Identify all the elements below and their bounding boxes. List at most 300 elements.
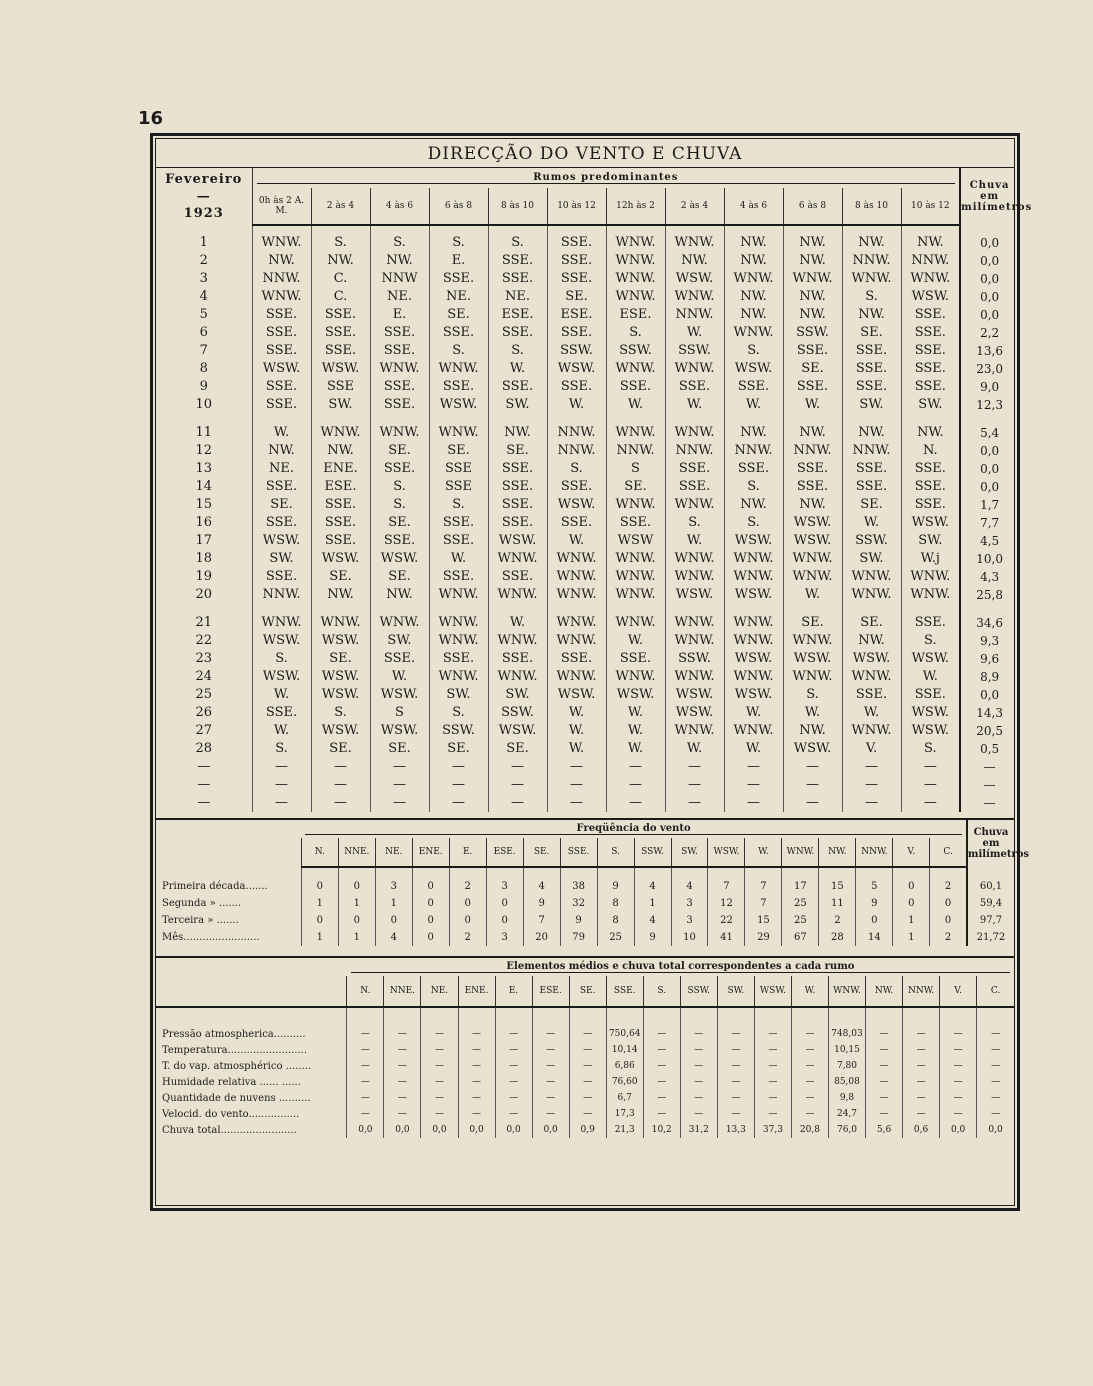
gap-cell [901, 604, 960, 614]
direction-cell: SSE. [488, 650, 547, 668]
element-cell: — [643, 1106, 680, 1122]
frequency-column-header: WSW. [708, 838, 745, 867]
direction-cell: SSE. [370, 378, 429, 396]
table-row [156, 270, 1018, 288]
rain-cell: 14,3 [960, 704, 1018, 722]
gap-cell [901, 414, 960, 424]
element-cell: — [866, 1090, 903, 1106]
direction-cell: WSW. [665, 270, 724, 288]
direction-cell: SSE. [252, 396, 311, 414]
frequency-column-header: NW. [819, 838, 856, 867]
empty-row [156, 758, 1018, 776]
direction-cell: WSW. [547, 360, 606, 378]
frequency-cell: 25 [597, 929, 634, 946]
row-label: Quantidade de nuvens .......... [162, 1092, 311, 1104]
gap-cell [370, 604, 429, 614]
dash-cell: — [547, 776, 606, 794]
spacer-cell [724, 225, 783, 234]
frequency-cell: 5 [856, 878, 893, 895]
row-label: Pressão atmospherica.......... [162, 1028, 306, 1040]
frequency-cell: 7 [708, 878, 745, 895]
direction-cell: WSW. [252, 532, 311, 550]
direction-cell: WSW. [724, 686, 783, 704]
direction-cell: SSE. [901, 496, 960, 514]
direction-cell: S [606, 460, 665, 478]
frequency-cell: 3 [486, 878, 523, 895]
direction-cell: S. [488, 234, 547, 252]
direction-cell: WSW. [783, 650, 842, 668]
spacer-cell [495, 1007, 532, 1026]
elements-column-header: WSW. [754, 976, 791, 1007]
gap-cell [547, 604, 606, 614]
spacer-cell [421, 1007, 458, 1026]
element-cell: — [754, 1090, 791, 1106]
table-row [156, 1058, 1014, 1074]
direction-cell: WNW. [783, 568, 842, 586]
rain-cell: 8,9 [960, 668, 1018, 686]
direction-cell: NW. [724, 306, 783, 324]
elements-group-label: Elementos médios e chuva total correspondentes a cada rumo [506, 961, 855, 972]
direction-cell: SSE. [311, 342, 370, 360]
table-row [156, 478, 1018, 496]
direction-cell: W.j [901, 550, 960, 568]
direction-cell: NW. [724, 424, 783, 442]
direction-cell: SSE [429, 478, 488, 496]
frequency-cell: 0 [893, 895, 930, 912]
direction-cell: WSW. [665, 704, 724, 722]
spacer-row [156, 1007, 1014, 1026]
day-cell: 18 [195, 551, 213, 566]
element-cell: 0,6 [903, 1122, 940, 1138]
elements-column-header: WNW. [828, 976, 865, 1007]
element-cell: — [791, 1074, 828, 1090]
page-number: 16 [138, 108, 164, 129]
decade-gap-row [156, 604, 1018, 614]
element-cell: — [532, 1074, 569, 1090]
direction-cell: WNW. [665, 424, 724, 442]
frequency-cell: 1 [301, 929, 338, 946]
direction-cell: SSE. [252, 514, 311, 532]
frequency-column-header: SE. [523, 838, 560, 867]
direction-cell: SSE. [370, 342, 429, 360]
table-row [156, 740, 1018, 758]
direction-cell: NW. [783, 306, 842, 324]
rain-cell: 21,72 [967, 929, 1014, 946]
frequency-cell: 3 [486, 929, 523, 946]
gap-cell [547, 414, 606, 424]
dash-cell: — [783, 794, 842, 812]
direction-cell: WNW. [252, 288, 311, 306]
frequency-cell: 1 [893, 912, 930, 929]
rain-cell: 97,7 [967, 912, 1014, 929]
element-cell: — [347, 1026, 384, 1042]
day-cell: 24 [195, 669, 213, 684]
direction-cell: SSE. [429, 514, 488, 532]
rain-cell: 7,7 [960, 514, 1018, 532]
spacer-cell [754, 1007, 791, 1026]
element-cell: — [903, 1042, 940, 1058]
direction-cell: SSE. [311, 324, 370, 342]
day-cell: 6 [199, 325, 208, 340]
direction-cell: WNW. [606, 360, 665, 378]
frequency-cell: 0 [486, 912, 523, 929]
element-cell: 6,7 [606, 1090, 643, 1106]
elements-column-header: C. [977, 976, 1014, 1007]
gap-cell [252, 414, 311, 424]
hour-header: 8 às 10 [488, 188, 547, 225]
frequency-table-body [156, 867, 1014, 946]
direction-cell: S. [370, 478, 429, 496]
day-cell: 26 [195, 705, 213, 720]
direction-cell: SSE. [901, 306, 960, 324]
direction-cell: WSW. [311, 632, 370, 650]
element-cell: — [866, 1042, 903, 1058]
element-cell: — [717, 1026, 754, 1042]
direction-cell: WNW. [429, 632, 488, 650]
spacer-cell [708, 867, 745, 878]
frequency-cell: 4 [634, 912, 671, 929]
direction-cell: WNW. [724, 614, 783, 632]
hour-header: 10 às 12 [901, 188, 960, 225]
direction-cell: W. [547, 532, 606, 550]
element-cell: — [532, 1058, 569, 1074]
frequency-cell: 2 [819, 912, 856, 929]
element-cell: 7,80 [828, 1058, 865, 1074]
direction-cell: NW. [724, 252, 783, 270]
direction-cell: S. [429, 342, 488, 360]
direction-cell: SSE. [606, 514, 665, 532]
direction-cell: SSE. [724, 460, 783, 478]
day-cell: 14 [195, 479, 213, 494]
wind-direction-table [156, 168, 1033, 812]
element-cell: 10,2 [643, 1122, 680, 1138]
direction-cell: SSE. [783, 478, 842, 496]
direction-cell: SSE. [252, 342, 311, 360]
direction-cell: S. [252, 650, 311, 668]
direction-cell: WSW. [252, 632, 311, 650]
spacer-cell [606, 225, 665, 234]
frequency-column-header: N. [301, 838, 338, 867]
direction-cell: NW. [724, 288, 783, 306]
direction-cell: SSE. [488, 252, 547, 270]
row-label: Humidade relativa ...... ...... [162, 1076, 301, 1088]
frequency-column-header: ESE. [486, 838, 523, 867]
element-cell: — [977, 1026, 1014, 1042]
element-cell: — [717, 1074, 754, 1090]
direction-cell: SSE. [488, 514, 547, 532]
element-cell: — [977, 1106, 1014, 1122]
hour-header: 2 às 4 [665, 188, 724, 225]
element-cell: — [903, 1058, 940, 1074]
dash-cell: — [724, 758, 783, 776]
frequency-cell: 0 [449, 895, 486, 912]
element-cell: — [458, 1026, 495, 1042]
table-row [156, 1074, 1014, 1090]
element-cell: — [347, 1090, 384, 1106]
direction-cell: S. [370, 234, 429, 252]
direction-cell: V. [842, 740, 901, 758]
dash-cell: — [724, 794, 783, 812]
spacer-cell [597, 867, 634, 878]
direction-cell: S. [665, 514, 724, 532]
direction-cell: W. [665, 740, 724, 758]
element-cell: — [680, 1090, 717, 1106]
direction-cell: S. [724, 342, 783, 360]
element-cell: — [384, 1106, 421, 1122]
direction-cell: W. [252, 686, 311, 704]
direction-cell: WNW. [606, 234, 665, 252]
hour-header: 6 às 8 [429, 188, 488, 225]
element-cell: — [754, 1058, 791, 1074]
direction-cell: NNW [370, 270, 429, 288]
rain-cell: 1,7 [960, 496, 1018, 514]
spacer-cell [375, 867, 412, 878]
direction-cell: NW. [842, 306, 901, 324]
direction-cell: SSE. [547, 270, 606, 288]
day-cell: 16 [195, 515, 213, 530]
direction-cell: SE. [488, 442, 547, 460]
day-cell: 17 [195, 533, 213, 548]
element-cell: — [940, 1058, 977, 1074]
element-cell: — [532, 1042, 569, 1058]
table-row [156, 895, 1014, 912]
dash-cell: — [311, 758, 370, 776]
day-cell: 22 [195, 633, 213, 648]
element-cell: 750,64 [606, 1026, 643, 1042]
dash-cell: — [960, 776, 1018, 794]
hour-header-row [156, 188, 1018, 225]
element-cell: — [495, 1026, 532, 1042]
dash-cell: — [783, 776, 842, 794]
dash-cell: — [370, 794, 429, 812]
rain-cell: 59,4 [967, 895, 1014, 912]
direction-cell: WSW. [370, 722, 429, 740]
element-cell: — [532, 1026, 569, 1042]
direction-cell: NW. [370, 586, 429, 604]
table-row [156, 650, 1018, 668]
direction-cell: W. [842, 514, 901, 532]
spacer-cell [745, 867, 782, 878]
element-cell: 0,9 [569, 1122, 606, 1138]
table-row [156, 1122, 1014, 1138]
direction-cell: W. [252, 722, 311, 740]
element-cell: 0,0 [495, 1122, 532, 1138]
dash-cell: — [606, 794, 665, 812]
rain-cell: 0,0 [960, 460, 1018, 478]
direction-cell: SSE. [252, 378, 311, 396]
direction-cell: SSE. [901, 342, 960, 360]
direction-cell: NW. [311, 252, 370, 270]
direction-cell: SE. [842, 614, 901, 632]
direction-cell: S. [606, 324, 665, 342]
table-row [156, 722, 1018, 740]
year-label: 1923 [183, 206, 224, 221]
rain-cell: 5,4 [960, 424, 1018, 442]
direction-cell: SSE. [606, 378, 665, 396]
spacer-cell [903, 1007, 940, 1026]
spacer-cell [488, 225, 547, 234]
direction-cell: SE. [429, 306, 488, 324]
direction-cell: WNW. [842, 722, 901, 740]
frequency-cell: 0 [930, 895, 967, 912]
spacer-cell [977, 1007, 1014, 1026]
day-cell: 15 [195, 497, 213, 512]
day-cell: 19 [195, 569, 213, 584]
direction-cell: WNW. [665, 632, 724, 650]
rain-cell: 4,3 [960, 568, 1018, 586]
direction-cell: WSW. [252, 360, 311, 378]
elements-column-header: ENE. [458, 976, 495, 1007]
elements-column-header: SE. [569, 976, 606, 1007]
direction-cell: NNW. [665, 306, 724, 324]
day-cell: 28 [195, 741, 213, 756]
frequency-cell: 0 [338, 912, 375, 929]
element-cell: 0,0 [421, 1122, 458, 1138]
direction-cell: WNW. [665, 234, 724, 252]
row-label: Terceira » ....... [162, 915, 239, 926]
element-cell: — [569, 1058, 606, 1074]
spacer-cell [429, 225, 488, 234]
frequency-cell: 1 [375, 895, 412, 912]
direction-cell: SSE. [370, 396, 429, 414]
elements-column-header: ESE. [532, 976, 569, 1007]
day-cell: 9 [199, 379, 208, 394]
element-cell: — [569, 1090, 606, 1106]
direction-cell: WSW. [901, 514, 960, 532]
direction-cell: WSW. [842, 650, 901, 668]
direction-cell: C. [311, 270, 370, 288]
table-frame [150, 133, 1033, 1211]
direction-cell: NW. [783, 424, 842, 442]
frequency-cell: 20 [523, 929, 560, 946]
gap-cell [606, 414, 665, 424]
dash-cell: — [901, 776, 960, 794]
frequency-group-rule [305, 834, 962, 835]
element-cell: — [569, 1026, 606, 1042]
table-row [156, 460, 1018, 478]
direction-cell: WNW. [724, 568, 783, 586]
direction-cell: WNW. [311, 424, 370, 442]
direction-cell: S. [488, 342, 547, 360]
direction-cell: S. [724, 478, 783, 496]
direction-cell: SW. [842, 550, 901, 568]
element-cell: 76,60 [606, 1074, 643, 1090]
dash-cell: — [429, 794, 488, 812]
element-cell: — [977, 1042, 1014, 1058]
table-row [156, 288, 1018, 306]
direction-cell: NE. [429, 288, 488, 306]
table-row [156, 568, 1018, 586]
frequency-cell: 25 [782, 912, 819, 929]
spacer-cell [791, 1007, 828, 1026]
direction-cell: SSE. [311, 306, 370, 324]
direction-cell: SSE. [842, 686, 901, 704]
dash-cell: — [197, 795, 211, 810]
elements-column-header: W. [791, 976, 828, 1007]
direction-cell: NW. [724, 234, 783, 252]
spacer-row [156, 867, 1014, 878]
direction-cell: W. [547, 396, 606, 414]
frequency-cell: 1 [338, 929, 375, 946]
elements-column-header: SSW. [680, 976, 717, 1007]
month-label: Fevereiro [165, 172, 243, 187]
direction-cell: W. [547, 740, 606, 758]
direction-cell: NW. [783, 234, 842, 252]
day-cell: 2 [199, 253, 208, 268]
rain-cell: 0,0 [960, 288, 1018, 306]
element-cell: — [903, 1026, 940, 1042]
direction-cell: SSE [311, 378, 370, 396]
frequency-cell: 0 [412, 929, 449, 946]
rain-cell: 60,1 [967, 878, 1014, 895]
element-cell: — [421, 1026, 458, 1042]
day-cell: 23 [195, 651, 213, 666]
direction-cell: SW. [488, 686, 547, 704]
element-cell: — [866, 1106, 903, 1122]
direction-cell: SSE. [252, 306, 311, 324]
frequency-cell: 15 [745, 912, 782, 929]
direction-cell: NW. [252, 442, 311, 460]
dash-cell: — [606, 758, 665, 776]
direction-cell: SSE. [547, 252, 606, 270]
dash-cell: — [960, 794, 1018, 812]
frequency-cell: 15 [819, 878, 856, 895]
direction-cell: S. [429, 704, 488, 722]
direction-cell: WSW. [370, 550, 429, 568]
direction-cell: NW. [783, 252, 842, 270]
gap-cell [252, 604, 311, 614]
element-cell: 0,0 [977, 1122, 1014, 1138]
direction-cell: S. [901, 740, 960, 758]
element-cell: — [421, 1106, 458, 1122]
direction-cell: NW. [783, 722, 842, 740]
direction-cell: SSE. [252, 704, 311, 722]
group-header-prevailing [252, 168, 960, 188]
element-cell: — [495, 1074, 532, 1090]
rain-cell: 0,0 [960, 442, 1018, 460]
gap-cell [606, 604, 665, 614]
direction-cell: NW. [842, 632, 901, 650]
direction-cell: ESE. [488, 306, 547, 324]
frequency-cell: 25 [782, 895, 819, 912]
element-cell: — [940, 1090, 977, 1106]
rain-cell: 9,6 [960, 650, 1018, 668]
element-cell: — [717, 1106, 754, 1122]
dash-cell: — [665, 794, 724, 812]
dash-cell: — [197, 759, 211, 774]
direction-cell: SSE. [901, 614, 960, 632]
element-cell: — [866, 1026, 903, 1042]
frequency-cell: 4 [634, 878, 671, 895]
direction-cell: WNW. [724, 632, 783, 650]
direction-cell: SE. [252, 496, 311, 514]
day-cell: 5 [199, 307, 208, 322]
frequency-cell: 9 [856, 895, 893, 912]
direction-cell: SW. [311, 396, 370, 414]
element-cell: — [495, 1042, 532, 1058]
direction-cell: SSW. [429, 722, 488, 740]
direction-cell: S. [311, 234, 370, 252]
direction-cell: NNW. [547, 442, 606, 460]
element-cell: — [717, 1042, 754, 1058]
direction-cell: S. [783, 686, 842, 704]
direction-cell: NNW. [783, 442, 842, 460]
elements-column-header: S. [643, 976, 680, 1007]
direction-cell: SSE [429, 460, 488, 478]
dash-cell: — [488, 758, 547, 776]
frequency-cell: 9 [634, 929, 671, 946]
gap-cell [370, 414, 429, 424]
